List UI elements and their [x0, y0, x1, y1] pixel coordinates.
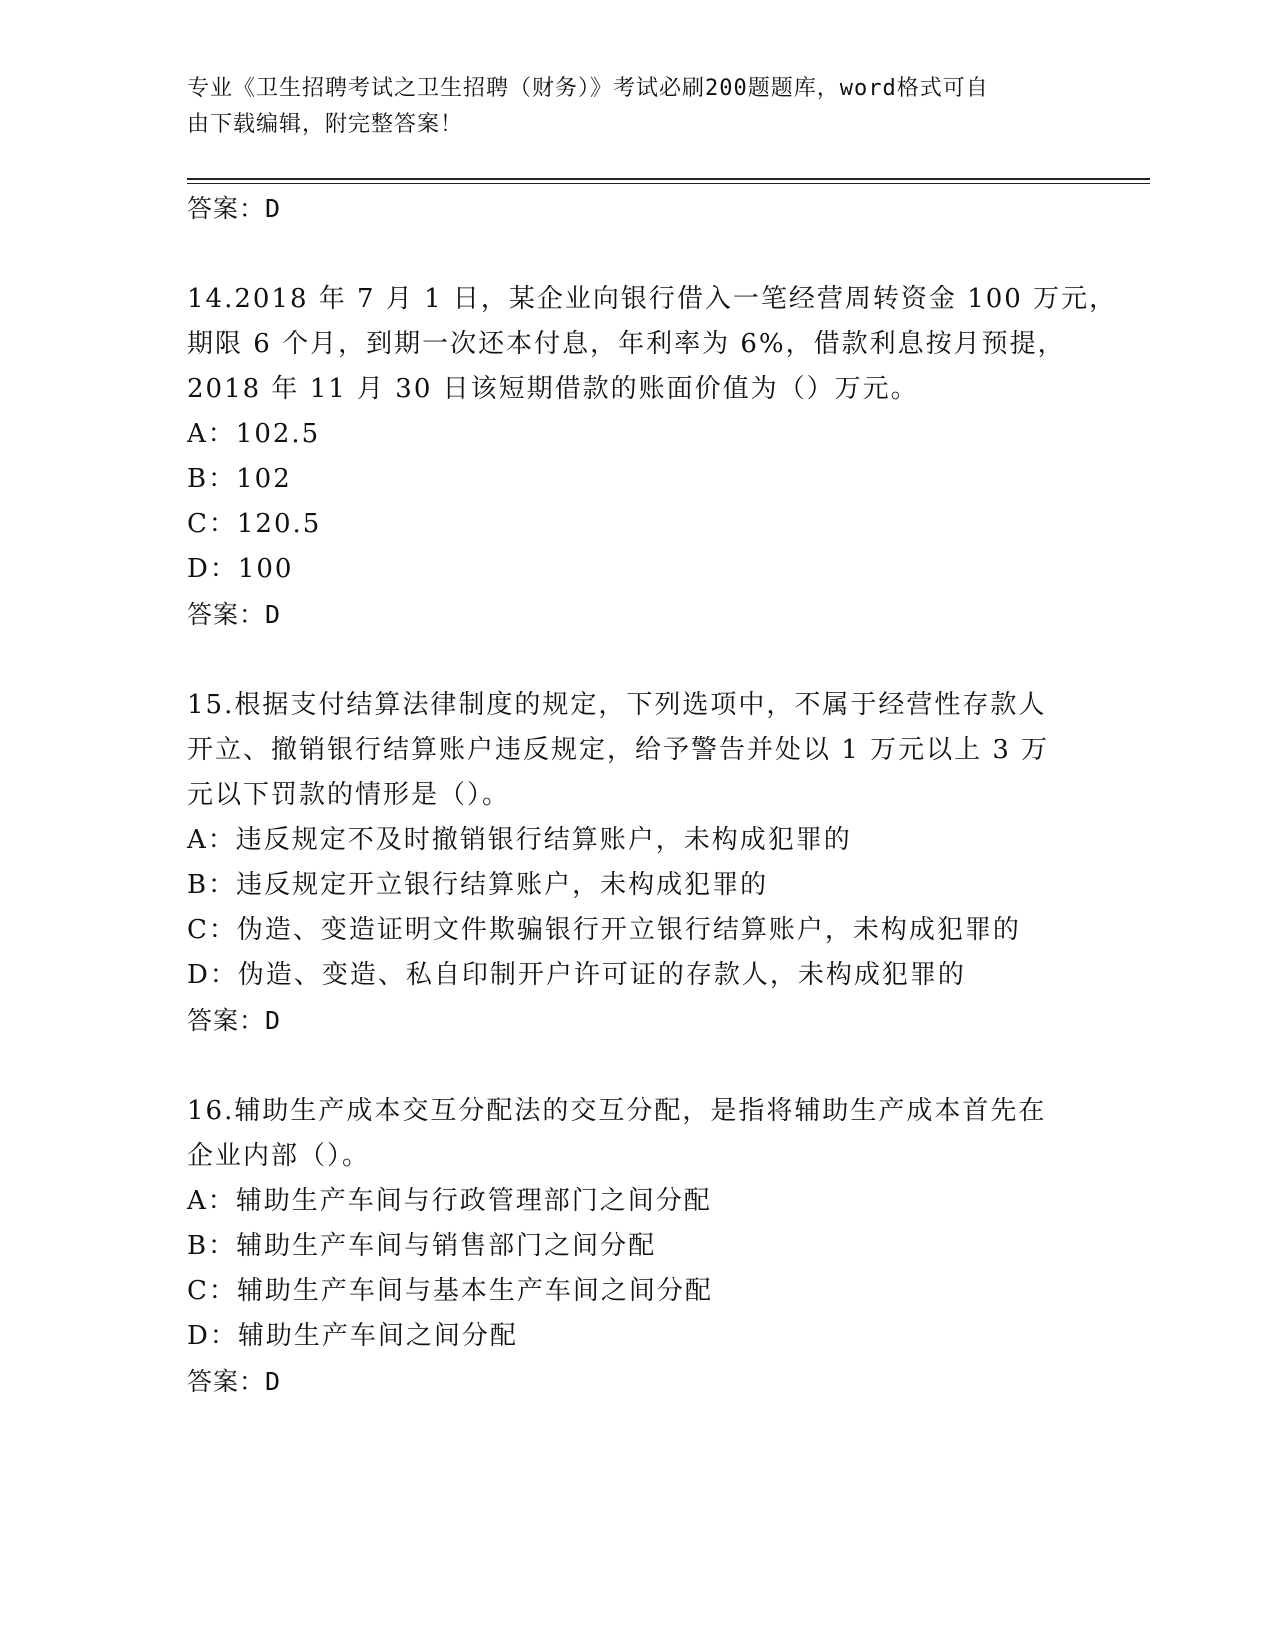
question-14-answer: 答案：D — [187, 600, 282, 629]
question-14-line-1: 14.2018 年 7 月 1 日，某企业向银行借入一笔经营周转资金 100 万元， — [187, 284, 1118, 314]
header-divider-thin — [187, 183, 1150, 184]
question-15-option-b: B：违反规定开立银行结算账户，未构成犯罪的 — [187, 870, 769, 900]
question-14-line-3: 2018 年 11 月 30 日该短期借款的账面价值为（）万元。 — [187, 374, 919, 404]
question-16-answer: 答案：D — [187, 1367, 282, 1396]
question-14-option-c: C：120.5 — [187, 509, 322, 539]
question-16-line-2: 企业内部（）。 — [187, 1141, 371, 1171]
question-15-line-3: 元以下罚款的情形是（）。 — [187, 780, 511, 810]
question-16-option-c: C：辅助生产车间与基本生产车间之间分配 — [187, 1276, 713, 1306]
question-16-line-1: 16.辅助生产成本交互分配法的交互分配，是指将辅助生产成本首先在 — [187, 1096, 1047, 1126]
header-divider-thick — [187, 178, 1150, 180]
header-line-1: 专业《卫生招聘考试之卫生招聘（财务）》考试必刷200题题库，word格式可自 — [187, 76, 989, 101]
header-line-2: 由下载编辑，附完整答案！ — [187, 112, 464, 137]
question-14-line-2: 期限 6 个月，到期一次还本付息，年利率为 6%，借款利息按月预提， — [187, 329, 1066, 359]
question-15-option-a: A：违反规定不及时撤销银行结算账户，未构成犯罪的 — [187, 825, 852, 855]
question-15-answer: 答案：D — [187, 1006, 282, 1035]
question-16-option-d: D：辅助生产车间之间分配 — [187, 1321, 518, 1351]
answer-label: 答案：D — [187, 194, 282, 223]
question-14-option-a: A：102.5 — [187, 419, 321, 449]
question-14-option-b: B：102 — [187, 464, 292, 494]
document-header — [187, 71, 1087, 143]
question-15-line-1: 15.根据支付结算法律制度的规定，下列选项中，不属于经营性存款人 — [187, 690, 1047, 720]
question-15-line-2: 开立、撤销银行结算账户违反规定，给予警告并处以 1 万元以上 3 万 — [187, 735, 1050, 765]
question-16-option-b: B：辅助生产车间与销售部门之间分配 — [187, 1231, 657, 1261]
question-16-option-a: A：辅助生产车间与行政管理部门之间分配 — [187, 1186, 712, 1216]
question-15-option-d: D：伪造、变造、私自印制开户许可证的存款人，未构成犯罪的 — [187, 960, 966, 990]
question-14-option-d: D：100 — [187, 554, 294, 584]
question-15-option-c: C：伪造、变造证明文件欺骗银行开立银行结算账户，未构成犯罪的 — [187, 915, 1021, 945]
